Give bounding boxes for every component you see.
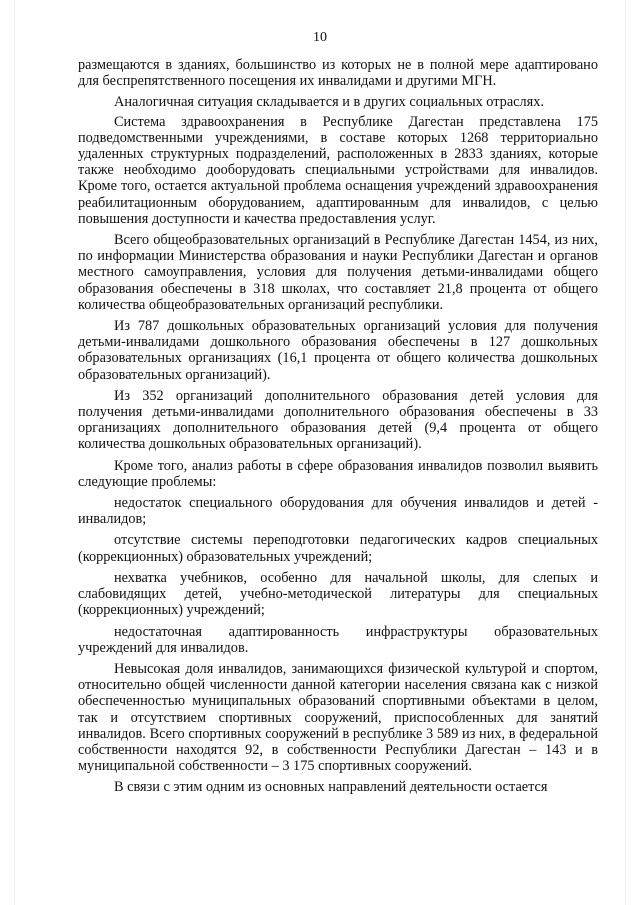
scan-edge-right [625,0,626,905]
list-item-infrastructure: недостаточная адаптированность инфраструктуры образовательных учреждений для инвалидов. [78,623,598,656]
paragraph-social-sectors: Аналогичная ситуация складывается и в других социальных отраслях. [114,94,544,111]
paragraph-general-education: Всего общеобразовательных организаций в Республике Дагестан 1454, из них, по информации Министерства образования и науки Республики Дагестан и органов местного самоуправления, условия для получения детьми-инвалидами общего образования обеспечены в 318 школах, что составляет 21,8 процента от общего количества общеобразовательных организаций республики. [78,232,598,313]
paragraph-sports: Невысокая доля инвалидов, занимающихся физической культурой и спортом, относительно общей численности данной категории населения связана как с низкой обеспеченностью муниципальных образований спортивными объектами в целом, так и отсутствием спортивных сооружений, приспособленных для занятий инвалидов. Всего спортивных сооружений в республике 3 589 из них, в федеральной собственности находятся 92, в собственности Республики Дагестан – 143 и в муниципальной собственности – 3 175 спортивных сооружений. [78,660,598,775]
paragraph-conclusion: В связи с этим одним из основных направлений деятельности остается [114,779,548,796]
paragraph-preschool: Из 787 дошкольных образовательных организаций условия для получения детьми-инвалидами дошкольного образования обеспечены в 127 дошкольных образовательных организациях (16,1 процента от общего количества дошкольных образовательных организаций). [78,318,598,383]
paragraph-problems-intro: Кроме того, анализ работы в сфере образования инвалидов позволил выявить следующие проблемы: [78,457,598,490]
list-item-retraining: отсутствие системы переподготовки педагогических кадров специальных (коррекционных) образовательных учреждений; [78,532,598,565]
paragraph-additional-education: Из 352 организаций дополнительного образования детей условия для получения детьми-инвалидами дополнительного образования обеспечены в 33 организациях дополнительного образования детей (9,4 процента от общего количества дошкольных образовательных организаций). [78,387,598,453]
page-number: 10 [313,30,327,45]
paragraph-continuation: размещаются в зданиях, большинство из которых не в полной мере адаптировано для беспрепятственного посещения их инвалидами и другими МГН. [78,57,598,90]
paragraph-healthcare: Система здравоохранения в Республике Дагестан представлена 175 подведомственными учреждениями, в составе которых 1268 территориально удаленных структурных подразделений, расположенных в 2833 зданиях, которые также необходимо дооборудовать специальными устройствами для инвалидов. Кроме того, остается актуальной проблема оснащения учреждений здравоохранения реабилитационным оборудованием, адаптированным для инвалидов, с целью повышения доступности и качества предоставления услуг. [78,113,598,227]
document-body [78,57,598,801]
scan-edge-left [14,0,15,905]
list-item-equipment: недостаток специального оборудования для обучения инвалидов и детей - инвалидов; [78,495,598,528]
list-item-textbooks: нехватка учебников, особенно для начальной школы, для слепых и слабовидящих детей, учебно-методической литературы для специальных (коррекционных) учреждений; [78,569,598,619]
